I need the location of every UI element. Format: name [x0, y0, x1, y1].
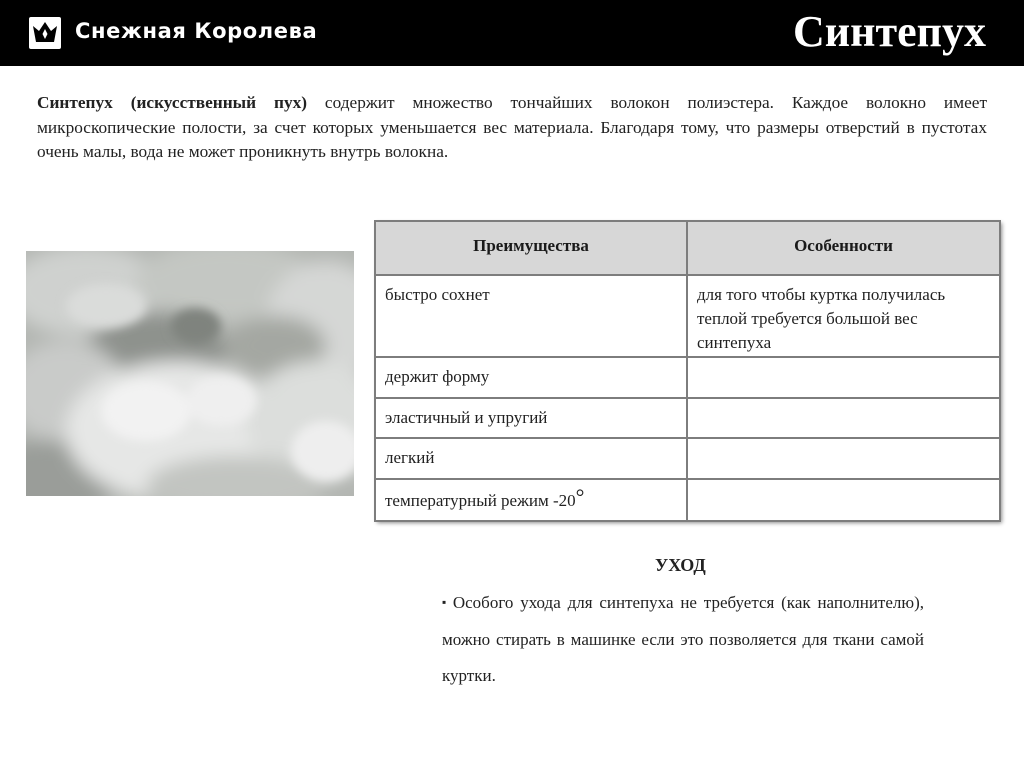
feature-cell — [687, 398, 1000, 438]
temperature-label: температурный режим -20 — [385, 491, 576, 510]
degree-sign: ° — [575, 484, 585, 509]
care-text — [442, 585, 924, 694]
synthetic-down-photo — [26, 251, 354, 496]
header-advantages: Преимущества — [375, 221, 687, 275]
page-title: Синтепух — [793, 7, 986, 56]
table-header-row — [375, 221, 1000, 275]
table-row — [375, 357, 1000, 398]
header-features: Особенности — [687, 221, 1000, 275]
features-table-wrapper — [374, 220, 999, 520]
care-description: Особого ухода для синтепуха не требуется (как наполнителю), можно стирать в машинке если это позволяется для ткани самой куртки. — [442, 593, 924, 685]
table-row — [375, 275, 1000, 357]
table-row — [375, 479, 1000, 521]
header-bar — [0, 0, 1024, 66]
features-table — [374, 220, 1001, 522]
brand-name: Снежная Королева — [75, 19, 318, 43]
advantage-cell: эластичный и упругий — [375, 398, 687, 438]
advantage-cell: быстро сохнет — [375, 275, 687, 357]
advantage-cell: легкий — [375, 438, 687, 479]
intro-text: содержит множество тончайших волокон полиэстера. Каждое волокно имеет микроскопические полости, за счет которых уменьшается вес материала. Благодаря тому, что размеры отверстий в пустотах очень малы, вода не может проникнуть внутрь волокна. — [37, 93, 987, 161]
bullet-icon: ▪ — [442, 595, 449, 609]
table-row — [375, 398, 1000, 438]
advantage-cell — [375, 479, 687, 521]
feature-cell — [687, 357, 1000, 398]
feature-cell — [687, 438, 1000, 479]
intro-paragraph — [37, 91, 987, 165]
care-title: УХОД — [655, 555, 706, 575]
intro-lead: Синтепух (искусственный пух) — [37, 93, 308, 112]
advantage-cell: держит форму — [375, 357, 687, 398]
crown-icon — [29, 17, 61, 49]
table-row — [375, 438, 1000, 479]
feature-cell: для того чтобы куртка получилась теплой требуется большой вес синтепуха — [687, 275, 1000, 357]
feature-cell — [687, 479, 1000, 521]
